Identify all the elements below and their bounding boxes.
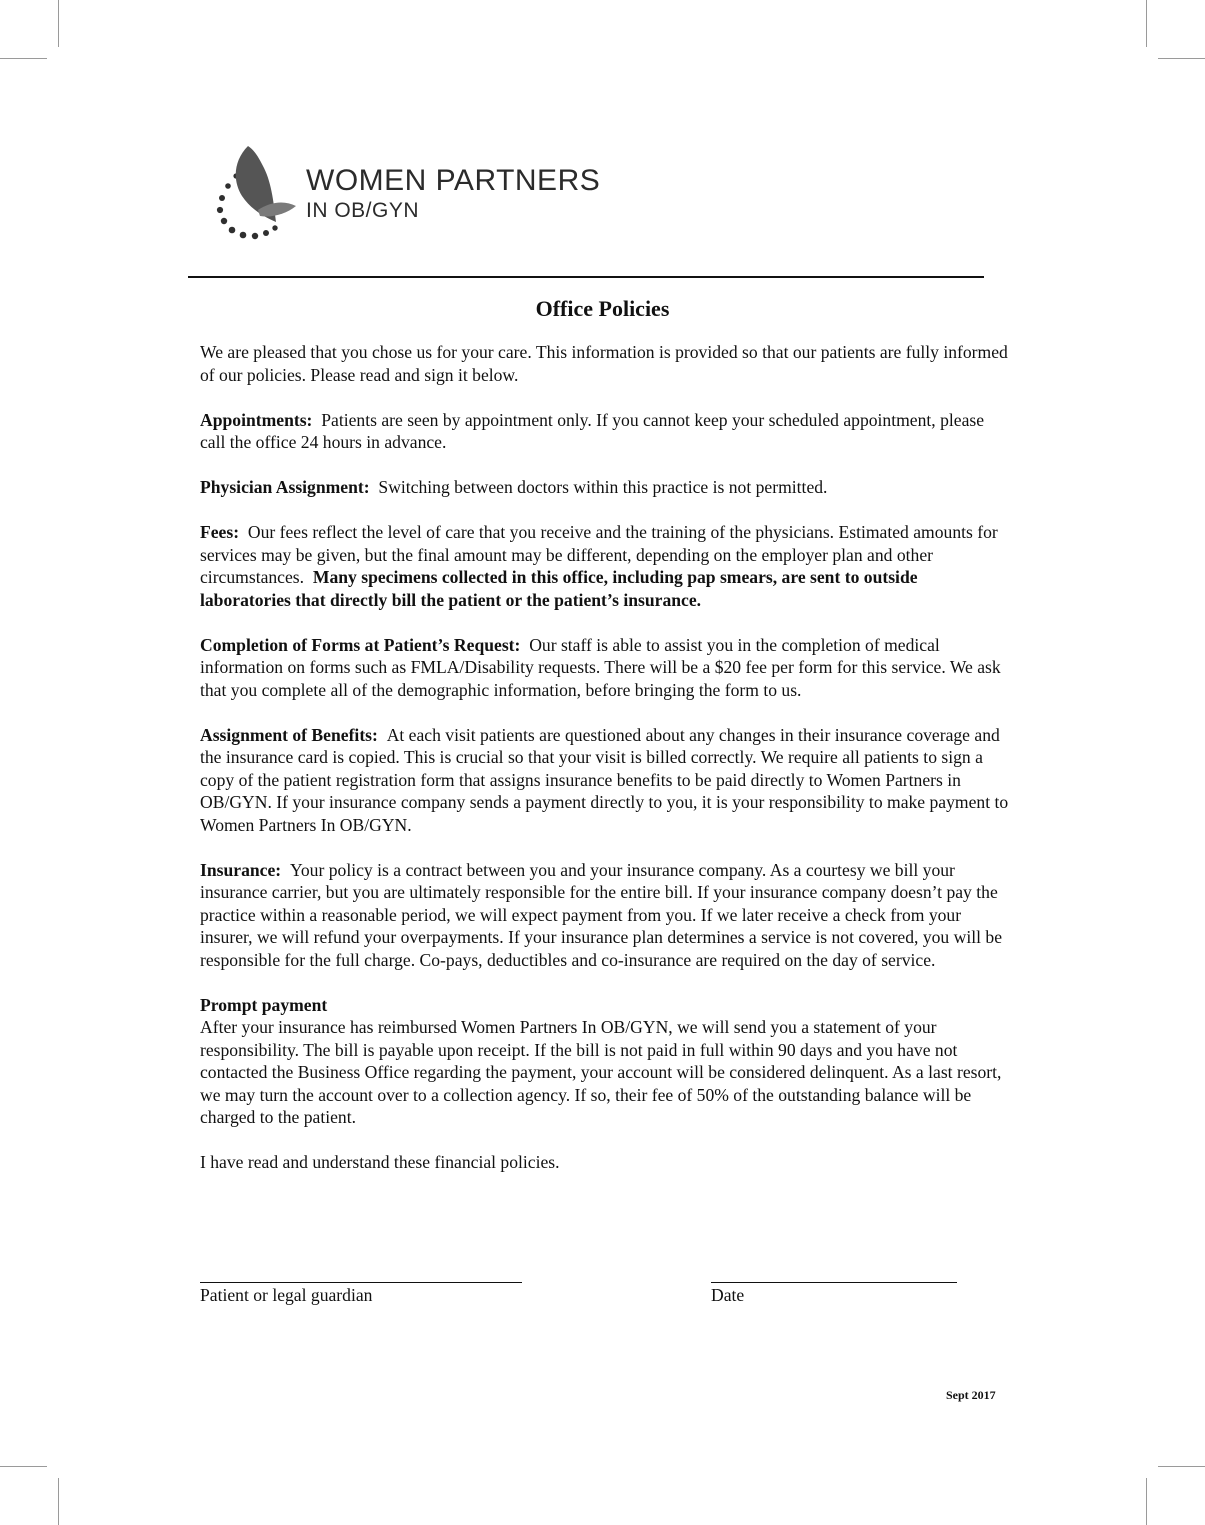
crop-mark <box>0 1466 47 1467</box>
section-text: Patients are seen by appointment only. If you cannot keep your scheduled appointment, please call the office 24 hours in advance. <box>200 409 985 452</box>
practice-logo <box>214 144 614 244</box>
patient-signature-label: Patient or legal guardian <box>200 1285 373 1305</box>
section-heading: Prompt payment <box>200 994 328 1015</box>
section-heading: Fees: <box>200 522 240 542</box>
page-title: Office Policies <box>535 296 670 321</box>
acknowledgement: I have read and understand these financial policies. <box>200 1152 560 1172</box>
crop-mark <box>1158 58 1205 59</box>
crop-mark <box>1158 1466 1205 1467</box>
butterfly-icon <box>214 144 304 244</box>
fees-section <box>200 521 1012 611</box>
section-text: At each visit patients are questioned about any changes in their insurance coverage and the insurance card is copied. This is crucial so that your visit is billed correctly. We require all patients to sign a copy of the patient registration form that assigns insurance benefits to be paid directly to Women Partners in OB/GYN. If your insurance company sends a payment directly to you, it is your responsibility to make payment to Women Partners In OB/GYN. <box>200 724 1009 835</box>
crop-mark <box>0 58 47 59</box>
patient-signature-line[interactable] <box>200 1282 522 1283</box>
section-heading: Insurance: <box>200 859 282 880</box>
fees-lab-notice: Many specimens collected in this office, including pap smears, are sent to outside laboratories that directly bill the patient or the patient’s insurance. <box>200 567 918 610</box>
section-text: Switching between doctors within this practice is not permitted. <box>378 477 828 497</box>
header-divider <box>188 276 984 278</box>
section-heading: Assignment of Benefits: <box>200 724 378 745</box>
logo-subtitle: IN OB/GYN <box>306 199 420 222</box>
section-text: Your policy is a contract between you and your insurance company. As a courtesy we bill your insurance carrier, but you are ultimately responsible for the entire bill. If your insurance company doesn’t pay the practice within a reasonable period, we will expect payment from you. If we later receive a check from your insurer, we will refund your overpayments. If your insurance plan determines a service is not covered, you will be responsible for the full charge. Co-pays, deductibles and co-insurance are required on the day of service. <box>200 859 1003 970</box>
physician-section <box>200 476 1012 499</box>
forms-section <box>200 634 1012 702</box>
intro-paragraph: We are pleased that you chose us for your care. This information is provided so that our patients are fully informed of our policies. Please read and sign it below. <box>200 342 1008 385</box>
revision-date: Sept 2017 <box>946 1388 996 1402</box>
date-signature-line[interactable] <box>711 1282 957 1283</box>
section-text: Our staff is able to assist you in the completion of medical information on forms such as FMLA/Disability requests. There will be a $20 fee per form for this service. We ask that you complete all of the demographic information, before bringing the form to us. <box>200 634 1001 700</box>
date-label: Date <box>711 1285 745 1305</box>
section-heading: Appointments: <box>200 409 313 430</box>
section-text: After your insurance has reimbursed Women Partners In OB/GYN, we will send you a statement of your responsibility. The bill is payable upon receipt. If the bill is not paid in full within 90 days and you have not contacted the Business Office regarding the payment, your account will be considered delinquent. As a last resort, we may turn the account over to a collection agency. If so, their fee of 50% of the outstanding balance will be charged to the patient. <box>200 1017 1002 1127</box>
crop-mark <box>58 1478 59 1525</box>
crop-mark <box>58 0 59 47</box>
policy-body <box>200 341 1012 1196</box>
section-heading: Completion of Forms at Patient’s Request: <box>200 634 521 655</box>
logo-name: WOMEN PARTNERS <box>306 164 601 197</box>
crop-mark <box>1146 1478 1147 1525</box>
section-heading: Physician Assignment: <box>200 477 370 497</box>
appointments-section <box>200 409 1012 454</box>
crop-mark <box>1146 0 1147 47</box>
insurance-section <box>200 859 1012 972</box>
payment-section <box>200 994 1012 1129</box>
benefits-section <box>200 724 1012 837</box>
section-text: Our fees reflect the level of care that you receive and the training of the physicians. Estimated amounts for services may be given, but the final amount may be different, depending on the employer plan and other circumstances. <box>200 522 998 587</box>
